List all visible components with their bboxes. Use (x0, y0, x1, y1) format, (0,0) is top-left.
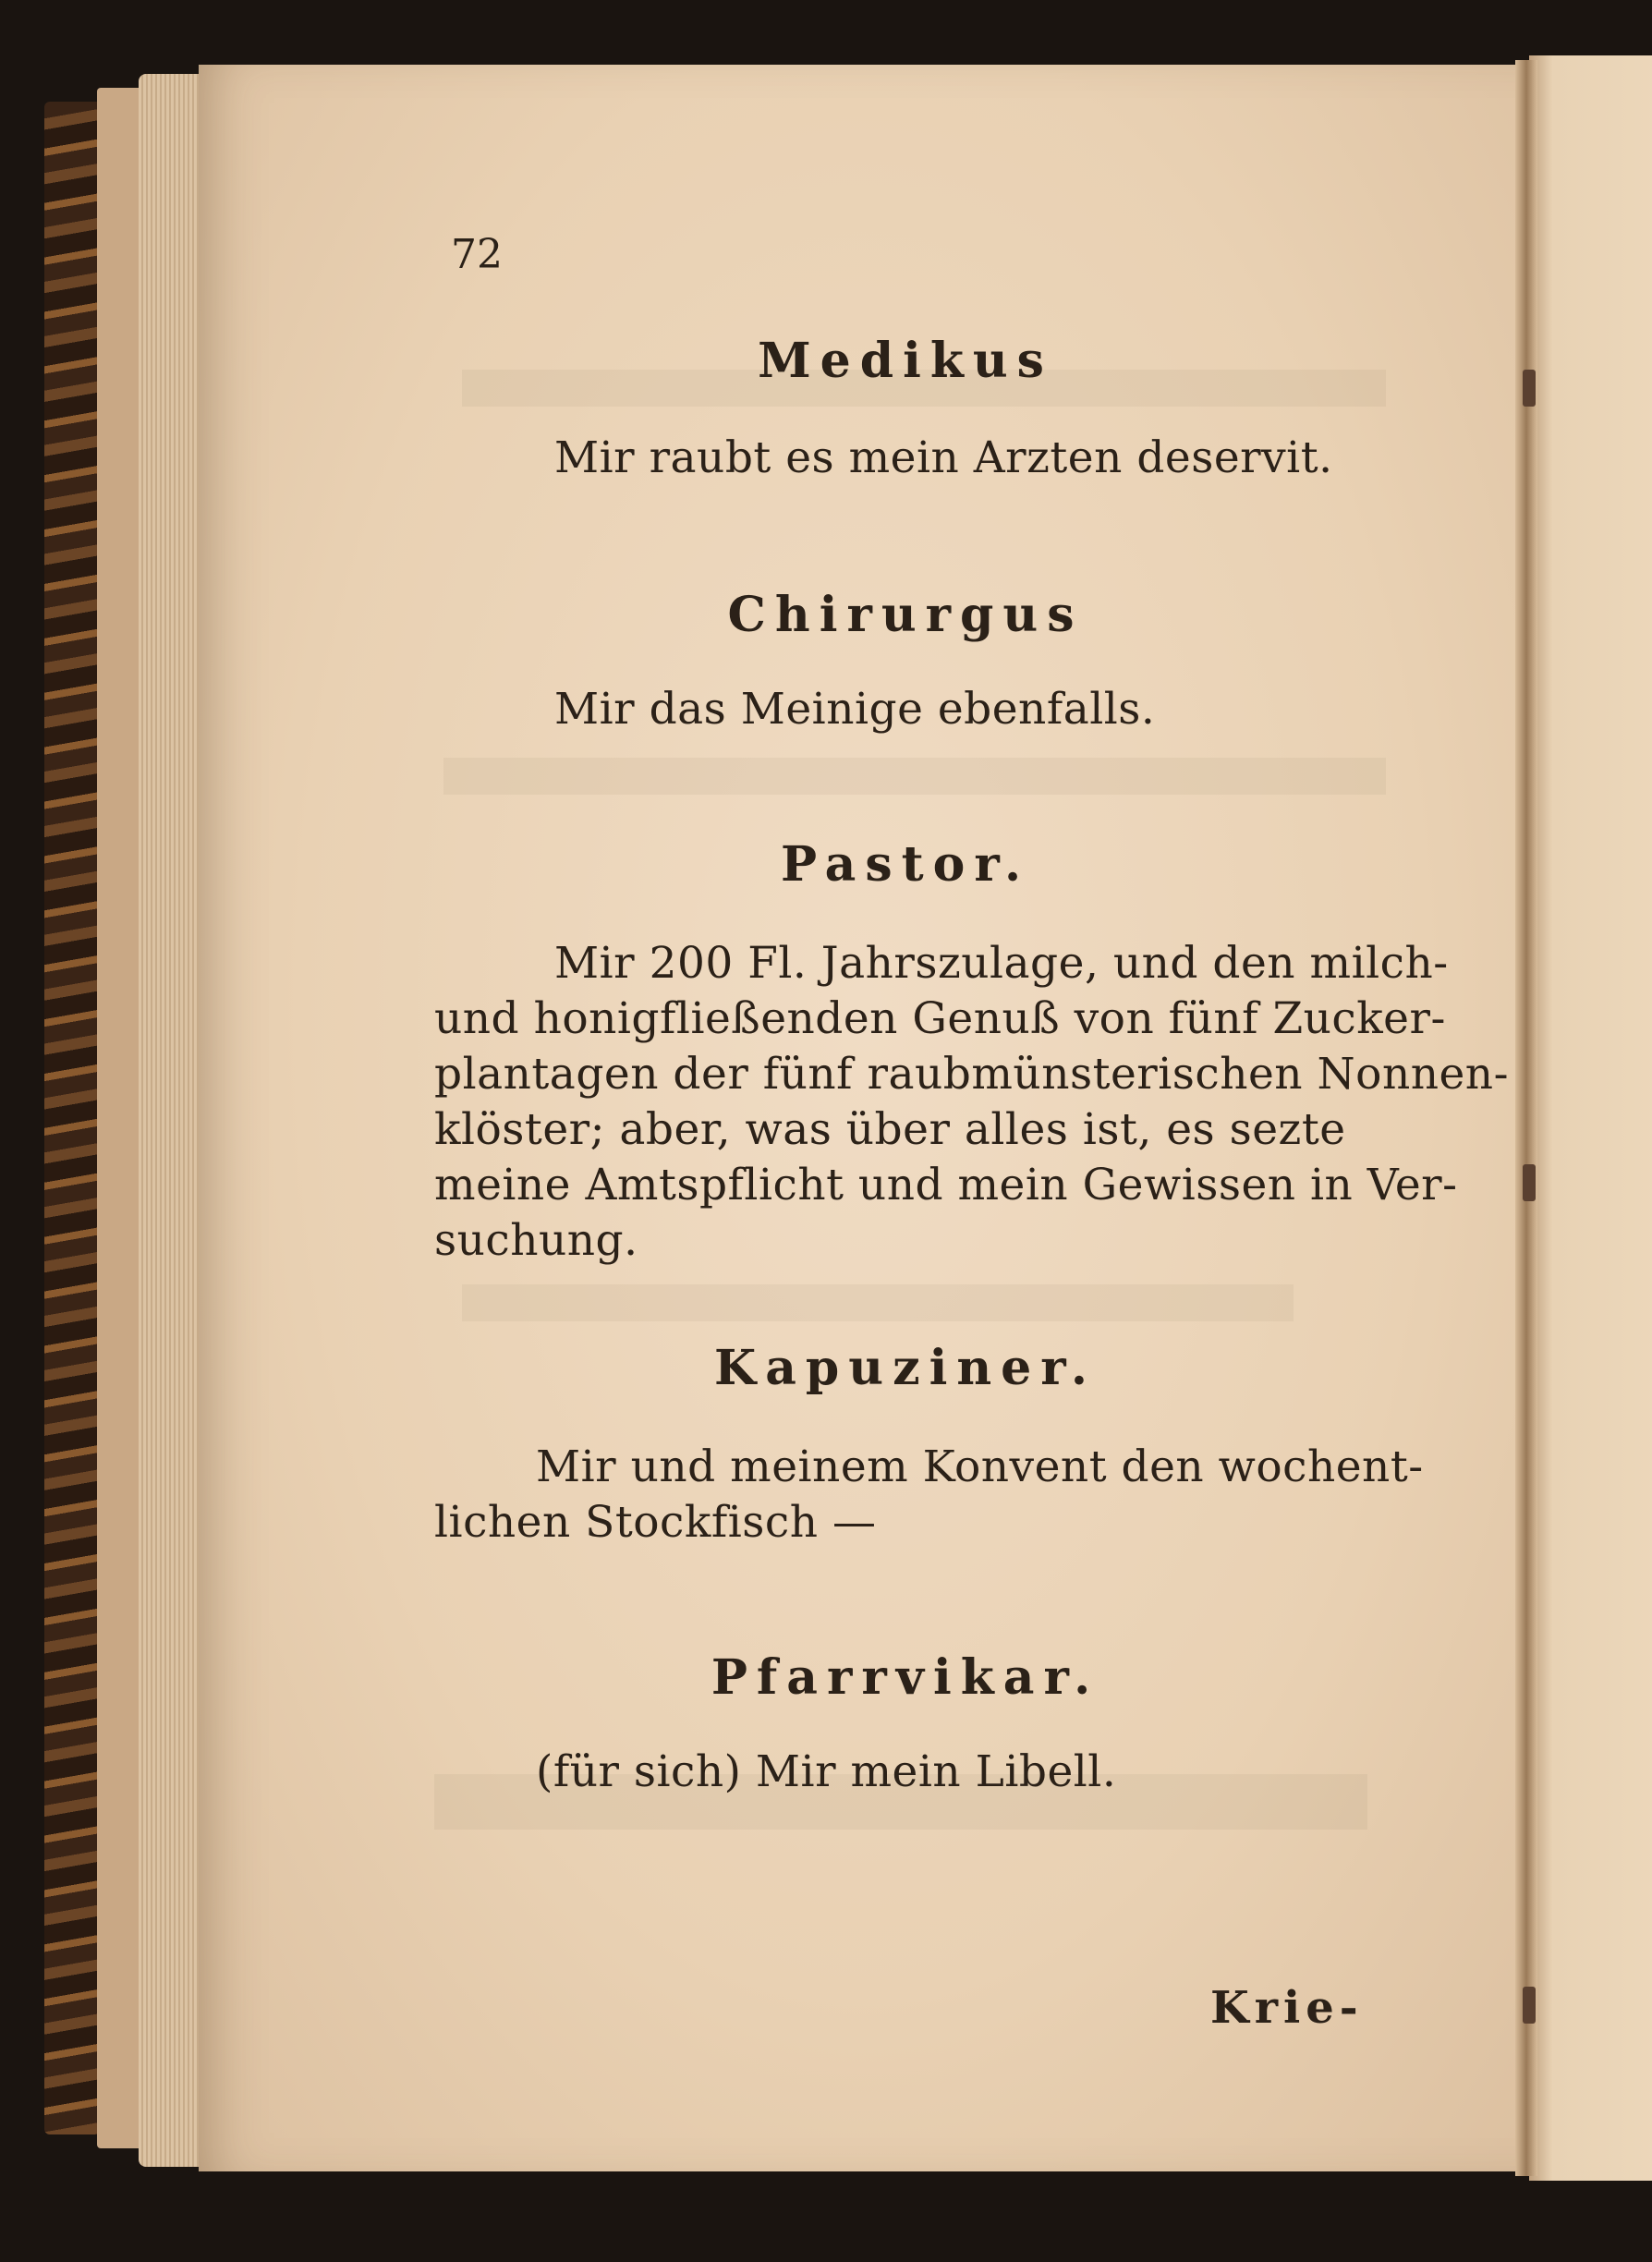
show-through-shadow (462, 1284, 1294, 1321)
right-page-edge (1529, 55, 1652, 2181)
speaker-heading: Chirurgus (727, 587, 1084, 643)
binding-stitch (1523, 1164, 1536, 1201)
text-line: Mir 200 Fl. Jahrszulage, und den milch- (554, 938, 1449, 989)
speaker-heading: Medikus (758, 333, 1053, 389)
speaker-heading: Kapuziner. (714, 1340, 1097, 1396)
text-line: (für sich) Mir mein Libell. (536, 1746, 1117, 1797)
text-line: Mir das Meinige ebenfalls. (554, 684, 1156, 735)
text-line: klöster; aber, was über alles ist, es sezte (434, 1104, 1346, 1155)
page-number: 72 (451, 231, 503, 278)
text-line: Mir raubt es mein Arzten deservit. (554, 432, 1333, 483)
binding-stitch (1523, 1987, 1536, 2024)
speaker-heading: Pfarrvikar. (711, 1649, 1100, 1706)
text-line: und honigfließenden Genuß von fünf Zucker- (434, 993, 1446, 1044)
binding-stitch (1523, 370, 1536, 407)
text-line: Mir und meinem Konvent den wochent- (536, 1441, 1424, 1492)
catchword: Krie- (1210, 1982, 1364, 2034)
speaker-heading: Pastor. (780, 836, 1031, 893)
text-line: lichen Stockfisch — (434, 1497, 877, 1548)
text-line: meine Amtspflicht und mein Gewissen in Ver- (434, 1160, 1458, 1210)
text-line: plantagen der fünf raubmünsterischen Nonnen- (434, 1049, 1509, 1100)
text-line: suchung. (434, 1215, 638, 1266)
show-through-shadow (443, 758, 1386, 795)
